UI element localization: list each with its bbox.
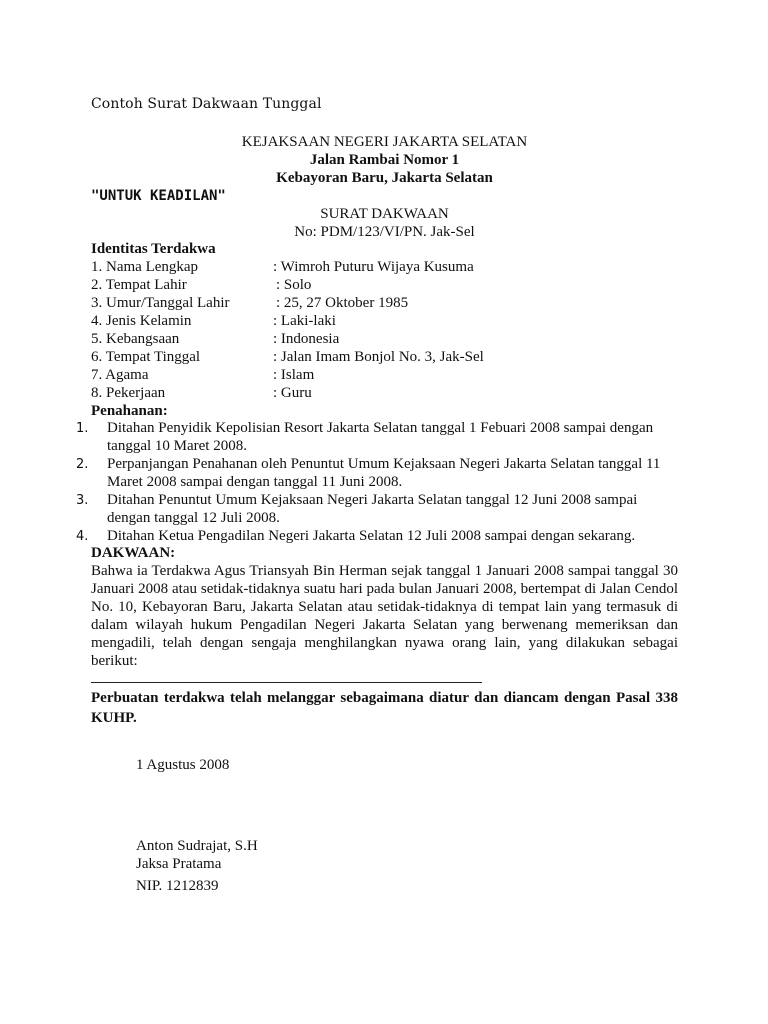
organization-city: Kebayoran Baru, Jakarta Selatan <box>276 170 493 186</box>
list-item-number: 1. <box>76 421 89 436</box>
identity-row <box>91 258 651 276</box>
list-item-text: Ditahan Penyidik Kepolisian Resort Jakarta Selatan tanggal 1 Febuari 2008 sampai dengan tanggal 10 Maret 2008. <box>107 420 654 454</box>
list-item <box>76 527 678 545</box>
identity-value: : Jalan Imam Bonjol No. 3, Jak-Sel <box>273 349 484 365</box>
list-item-number: 3. <box>76 493 89 508</box>
organization-name: KEJAKSAAN NEGERI JAKARTA SELATAN <box>241 134 528 150</box>
signatory-name: Anton Sudrajat, S.H <box>136 838 258 854</box>
document-title: SURAT DAKWAAN <box>320 206 449 222</box>
charge-body: Bahwa ia Terdakwa Agus Triansyah Bin Herman sejak tanggal 1 Januari 2008 sampai tanggal 30 Januari 2008 atau setidak-tidaknya suatu hari pada bulan Januari 2008, bertempat di Jalan Cendol No. 10, Kebayoran Baru, Jakarta Selatan atau setidak-tidaknya di tempat lain yang termasuk di dalam wilayah hukum Pengadilan Negeri Jakarta Selatan yang berwenang memeriksan dan mengadili, telah dengan sengaja menghilangkan nyawa orang lain, yang dilakukan sebagai berikut: <box>91 563 678 669</box>
identity-row <box>91 294 651 312</box>
detention-list <box>76 419 678 545</box>
page-title: Contoh Surat Dakwaan Tunggal <box>91 96 322 112</box>
signature-date: 1 Agustus 2008 <box>136 757 230 773</box>
identity-label: 5. Kebangsaan <box>91 331 180 347</box>
list-item <box>76 491 678 527</box>
identity-row <box>91 384 651 402</box>
charge-conclusion: Perbuatan terdakwa telah melanggar sebagaimana diatur dan diancam dengan Pasal 338 KUHP. <box>91 690 678 726</box>
identity-value: : 25, 27 Oktober 1985 <box>276 295 409 311</box>
list-item-text: Perpanjangan Penahanan oleh Penuntut Umum Kejaksaan Negeri Jakarta Selatan tanggal 11 Maret 2008 sampai dengan tanggal 11 Juni 2008. <box>107 456 661 490</box>
identity-heading: Identitas Terdakwa <box>91 241 216 257</box>
identity-row <box>91 330 651 348</box>
list-item-text: Ditahan Ketua Pengadilan Negeri Jakarta Selatan 12 Juli 2008 sampai dengan sekarang. <box>107 528 636 544</box>
identity-value: : Solo <box>276 277 312 293</box>
list-item-text: Ditahan Penuntut Umum Kejaksaan Negeri Jakarta Selatan tanggal 12 Juni 2008 sampai dengan tanggal 12 Juli 2008. <box>107 492 638 526</box>
identity-row <box>91 366 651 384</box>
identity-value: : Guru <box>273 385 312 401</box>
signatory-rank: Jaksa Pratama <box>136 856 222 872</box>
identity-table <box>91 258 651 402</box>
identity-value: : Laki-laki <box>273 313 336 329</box>
identity-label: 4. Jenis Kelamin <box>91 313 192 329</box>
list-item-number: 2. <box>76 457 89 472</box>
identity-label: 7. Agama <box>91 367 149 383</box>
identity-value: : Wimroh Puturu Wijaya Kusuma <box>273 259 474 275</box>
identity-value: : Indonesia <box>273 331 340 347</box>
list-item-number: 4. <box>76 529 89 544</box>
identity-label: 2. Tempat Lahir <box>91 277 187 293</box>
identity-label: 8. Pekerjaan <box>91 385 166 401</box>
identity-label: 3. Umur/Tanggal Lahir <box>91 295 230 311</box>
charge-heading: DAKWAAN: <box>91 545 176 561</box>
organization-address: Jalan Rambai Nomor 1 <box>309 152 460 168</box>
list-item <box>76 419 678 455</box>
document-number: No: PDM/123/VI/PN. Jak-Sel <box>294 224 475 240</box>
motto: "UNTUK KEADILAN" <box>91 188 226 204</box>
identity-row <box>91 312 651 330</box>
identity-row <box>91 276 651 294</box>
detention-heading: Penahanan: <box>91 403 168 419</box>
identity-label: 6. Tempat Tinggal <box>91 349 201 365</box>
identity-value: : Islam <box>273 367 315 383</box>
divider <box>91 682 482 683</box>
list-item <box>76 455 678 491</box>
identity-label: 1. Nama Lengkap <box>91 259 199 275</box>
identity-row <box>91 348 651 366</box>
signatory-nip: NIP. 1212839 <box>136 878 219 894</box>
